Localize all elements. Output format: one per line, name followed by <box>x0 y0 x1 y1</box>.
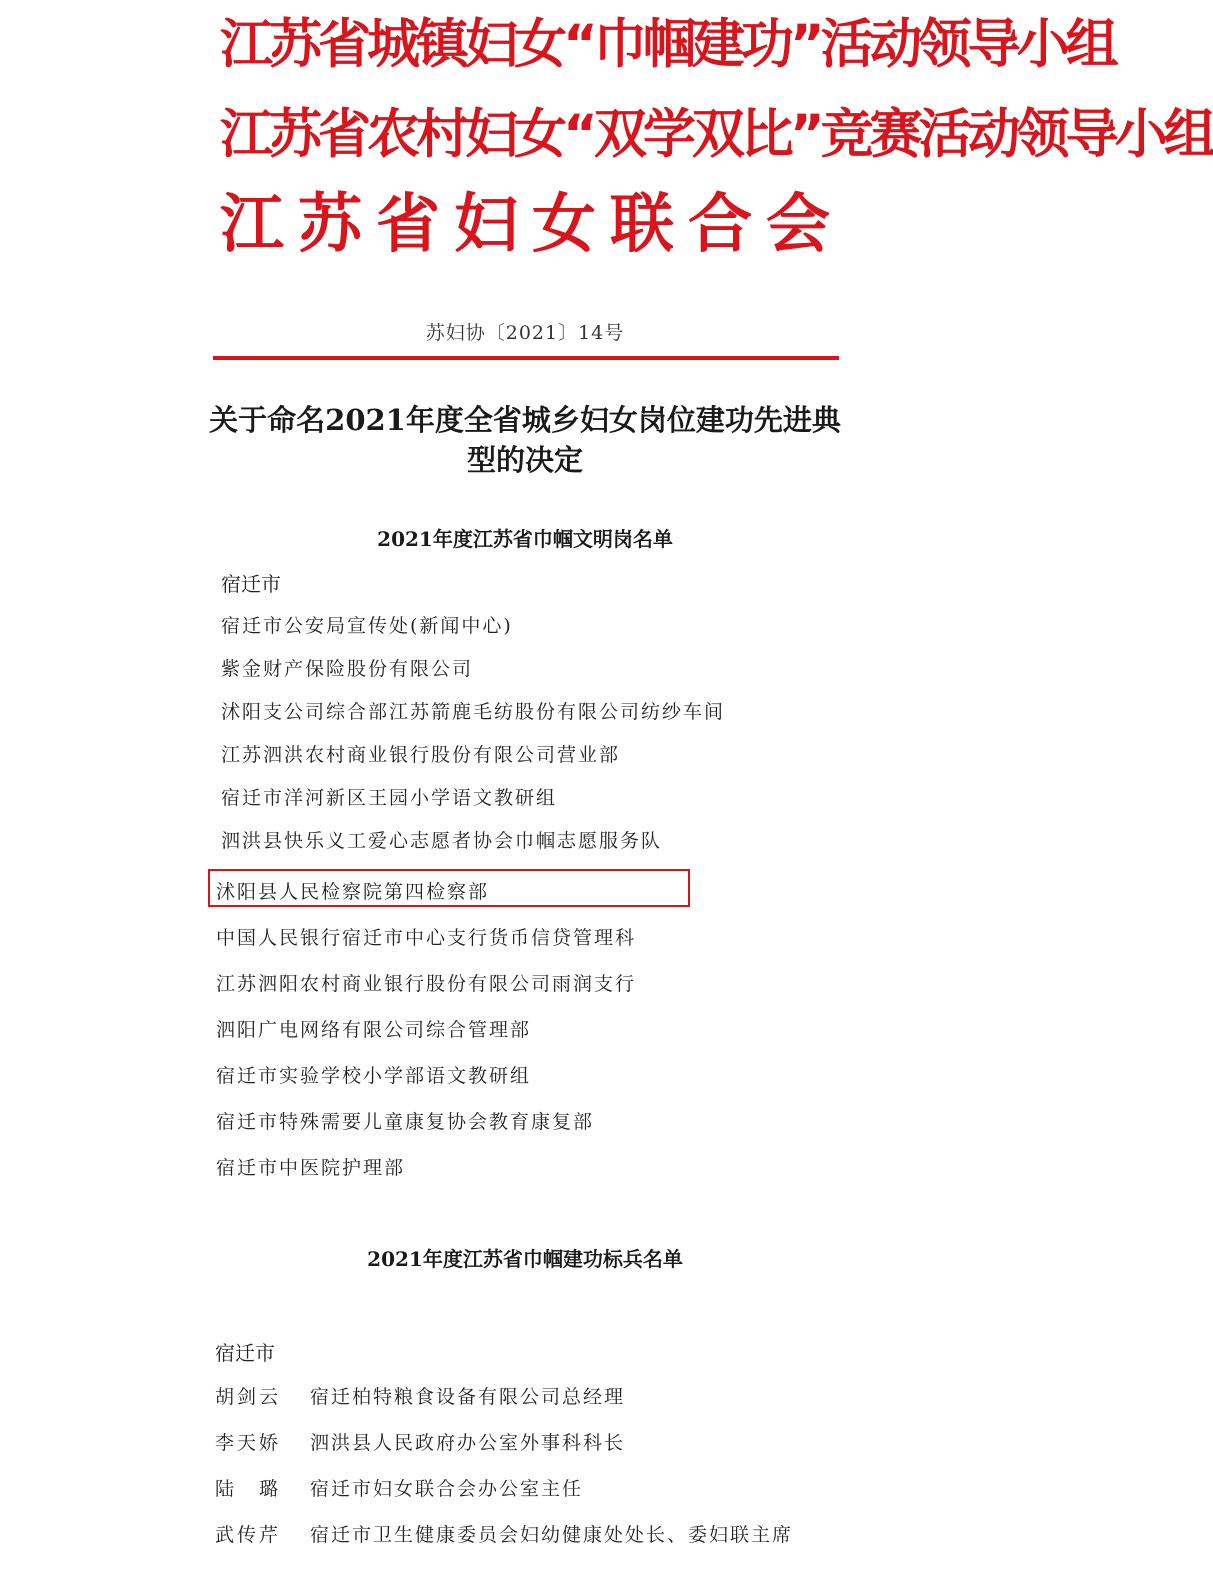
person-title: 宿迁柏特粮食设备有限公司总经理 <box>310 1386 626 1408</box>
header-line-1: 江苏省城镇妇女“巾帼建功”活动领导小组 <box>220 14 1115 75</box>
person-name: 胡剑云 <box>215 1386 282 1408</box>
document-number: 苏妇协〔2021〕14号 <box>425 322 625 344</box>
city-label: 宿迁市 <box>215 1341 275 1365</box>
person-title: 泗洪县人民政府办公室外事科科长 <box>310 1432 626 1454</box>
person-title: 宿迁市卫生健康委员会妇幼健康处处长、委妇联主席 <box>310 1524 794 1546</box>
unit-list-item: 泗阳广电网络有限公司综合管理部 <box>216 1019 532 1041</box>
unit-list-item: 沭阳支公司综合部江苏箭鹿毛纺股份有限公司纺纱车间 <box>221 701 726 723</box>
red-divider <box>213 356 839 360</box>
unit-list-item: 中国人民银行宿迁市中心支行货币信贷管理科 <box>216 927 637 949</box>
unit-list-item: 江苏泗洪农村商业银行股份有限公司营业部 <box>221 744 621 766</box>
person-name: 武传芹 <box>215 1524 282 1546</box>
person-title: 宿迁市妇女联合会办公室主任 <box>310 1478 584 1500</box>
unit-list-item: 宿迁市实验学校小学部语文教研组 <box>216 1065 532 1087</box>
person-name: 李天娇 <box>215 1432 282 1454</box>
city-label: 宿迁市 <box>221 572 281 596</box>
unit-list-item: 紫金财产保险股份有限公司 <box>221 658 474 680</box>
person-name: 陆 璐 <box>215 1478 282 1500</box>
document-title: 关于命名2021年度全省城乡妇女岗位建功先进典型的决定 <box>209 403 841 477</box>
unit-list-item: 江苏泗阳农村商业银行股份有限公司雨润支行 <box>216 973 637 995</box>
header-line-3: 江苏省妇女联合会 <box>220 188 844 262</box>
unit-list-item: 宿迁市中医院护理部 <box>216 1157 406 1179</box>
unit-list-item: 泗洪县快乐义工爱心志愿者协会巾帼志愿服务队 <box>221 830 663 852</box>
section-heading-model-workers: 2021年度江苏省巾帼建功标兵名单 <box>367 1247 683 1271</box>
section-heading-civilized-posts: 2021年度江苏省巾帼文明岗名单 <box>377 527 673 551</box>
header-line-2: 江苏省农村妇女“双学双比”竞赛活动领导小组 <box>220 104 1213 165</box>
unit-list-item: 宿迁市洋河新区王园小学语文教研组 <box>221 787 558 809</box>
unit-list-item-highlighted: 沭阳县人民检察院第四检察部 <box>216 881 490 903</box>
unit-list-item: 宿迁市特殊需要儿童康复协会教育康复部 <box>216 1111 595 1133</box>
unit-list-item: 宿迁市公安局宣传处(新闻中心) <box>221 615 513 637</box>
